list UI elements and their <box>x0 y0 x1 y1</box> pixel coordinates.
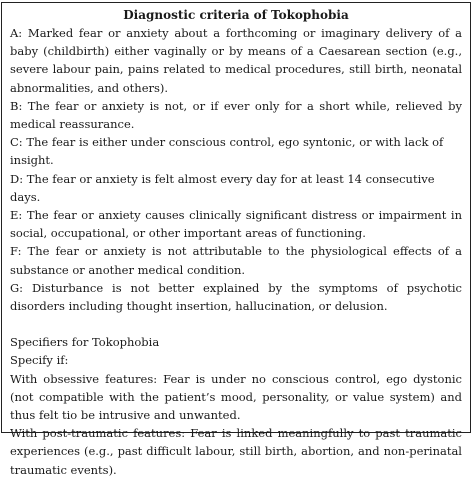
criterion-b: B: The fear or anxiety is not, or if ever only for a short while, relieved by medical reassurance. <box>10 98 462 132</box>
table-title: Diagnostic criteria of Tokophobia <box>123 8 349 22</box>
criterion-f: F: The fear or anxiety is not attributable to the physiological effects of a substance or another medical condition. <box>10 244 462 277</box>
criterion-c: C: The fear is either under conscious control, ego syntonic, or with lack of insight. <box>10 135 444 168</box>
criteria-table <box>1 2 471 477</box>
criterion-e: E: The fear or anxiety causes clinically significant distress or impairment in social, occupational, or other important areas of functioning. <box>10 208 462 241</box>
criterion-a: A: Marked fear or anxiety about a forthcoming or imaginary delivery of a baby (childbirth) either vaginally or by means of a Caesarean section (e.g., severe labour pain, pains related to medical procedures, still birth, neonatal abnormalities, and others). <box>10 26 462 95</box>
criterion-d: D: The fear or anxiety is felt almost every day for at least 14 consecutive days. <box>10 171 435 204</box>
specifiers-heading: Specifiers for Tokophobia <box>10 335 160 350</box>
section-spacer <box>10 315 462 333</box>
criterion-g: G: Disturbance is not better explained by the symptoms of psychotic disorders including thought insertion, hallucination, or delusion. <box>10 280 462 314</box>
specifier-obsessive: With obsessive features: Fear is under no conscious control, ego dystonic (not compatible with the patient’s mood, personality, or value system) and thus felt tio be intrusive and unwanted. <box>10 371 462 423</box>
specify-if: Specify if: <box>10 353 69 368</box>
specifier-post-traumatic: With post-traumatic features: Fear is linked meaningfully to past traumatic experiences (e.g., past difficult labour, still birth, abortion, and non-perinatal traumatic events). <box>10 426 462 477</box>
